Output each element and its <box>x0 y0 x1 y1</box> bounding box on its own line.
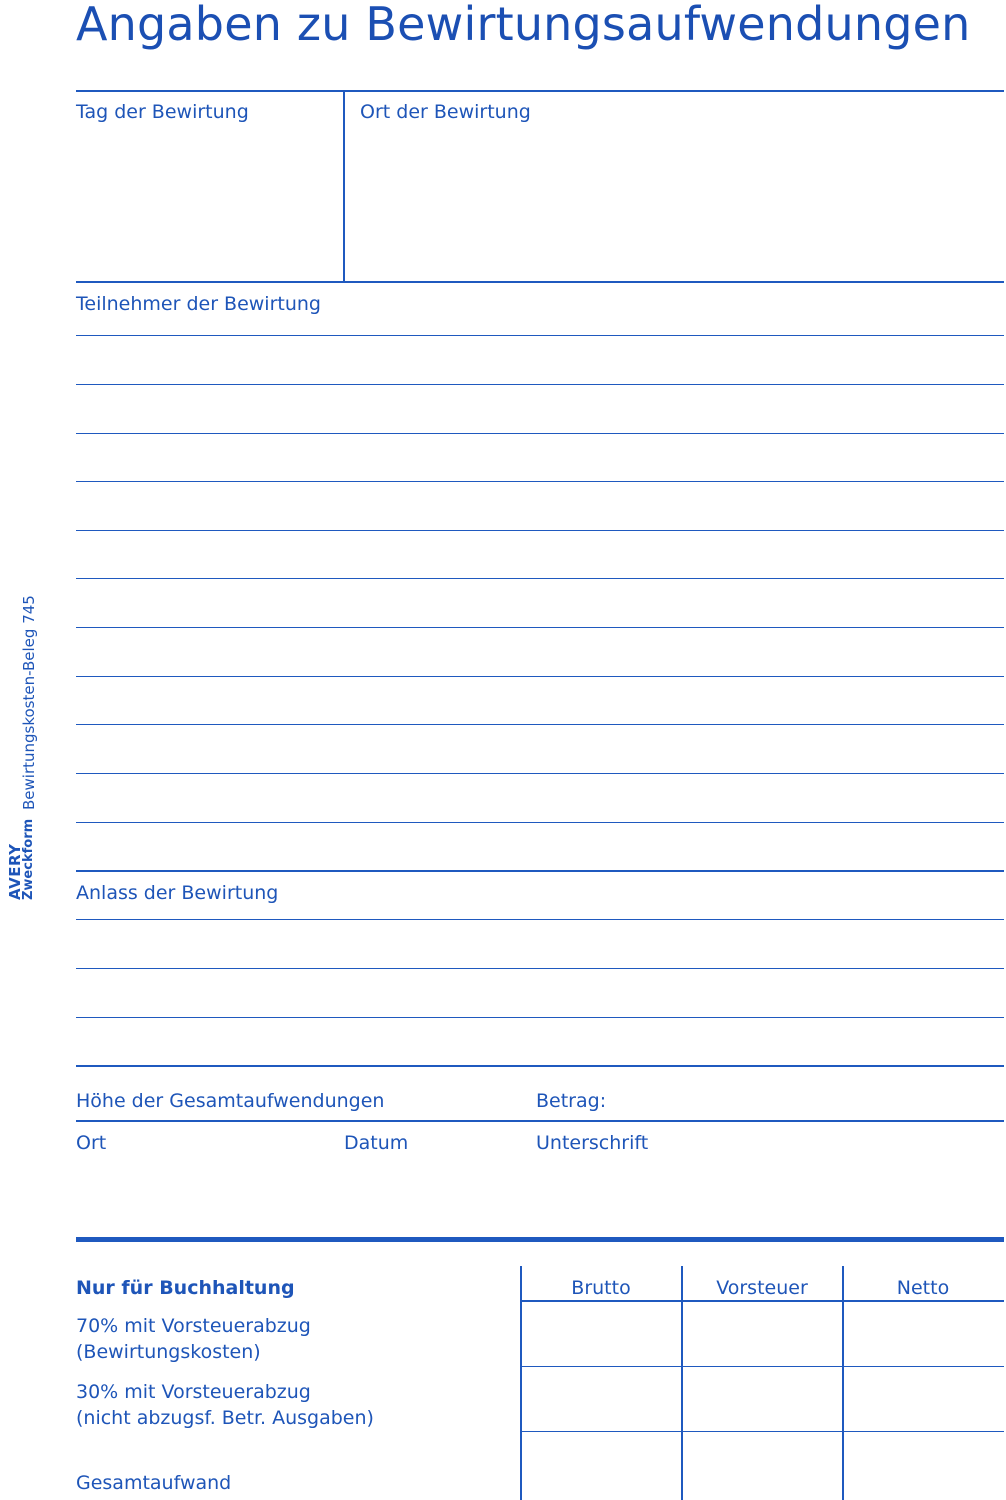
cell-brutto-gesamt[interactable] <box>522 1432 681 1498</box>
hoehe-label: Höhe der Gesamtaufwendungen <box>76 1090 385 1112</box>
anlass-line[interactable] <box>76 919 1004 920</box>
teilnehmer-line[interactable] <box>76 433 1004 434</box>
logo-brand-sub: Zweckform <box>21 818 36 900</box>
anlass-bottom-rule <box>76 1065 1004 1067</box>
tag-ort-divider <box>343 90 345 282</box>
cell-netto-gesamt[interactable] <box>844 1432 1004 1498</box>
teilnehmer-label: Teilnehmer der Bewirtung <box>76 293 321 315</box>
top-rule <box>76 90 1004 92</box>
col-netto: Netto <box>896 1277 950 1299</box>
teilnehmer-line[interactable] <box>76 481 1004 482</box>
teilnehmer-line[interactable] <box>76 530 1004 531</box>
teilnehmer-bottom-rule <box>76 870 1004 872</box>
teilnehmer-line[interactable] <box>76 724 1004 725</box>
row1-line2: (Bewirtungskosten) <box>76 1341 261 1363</box>
ort-sign-label: Ort <box>76 1132 107 1154</box>
tag-label: Tag der Bewirtung <box>76 101 249 123</box>
row3-label: Gesamtaufwand <box>76 1472 232 1494</box>
tag-ort-bottom-rule <box>76 281 1004 283</box>
teilnehmer-line[interactable] <box>76 384 1004 385</box>
teilnehmer-line[interactable] <box>76 676 1004 677</box>
ort-label: Ort der Bewirtung <box>360 101 531 123</box>
teilnehmer-line[interactable] <box>76 627 1004 628</box>
cell-brutto-70[interactable] <box>522 1302 681 1366</box>
cell-brutto-30[interactable] <box>522 1367 681 1431</box>
teilnehmer-line[interactable] <box>76 578 1004 579</box>
cell-vorsteuer-gesamt[interactable] <box>683 1432 842 1498</box>
datum-label: Datum <box>344 1132 409 1154</box>
col-vorsteuer: Vorsteuer <box>716 1277 808 1299</box>
accounting-heading: Nur für Buchhaltung <box>76 1277 295 1299</box>
unterschrift-label: Unterschrift <box>536 1132 649 1154</box>
cell-vorsteuer-30[interactable] <box>683 1367 842 1431</box>
teilnehmer-line[interactable] <box>76 773 1004 774</box>
logo-brand: AVERY <box>6 843 24 900</box>
cell-netto-30[interactable] <box>844 1367 1004 1431</box>
teilnehmer-line[interactable] <box>76 822 1004 823</box>
anlass-label: Anlass der Bewirtung <box>76 882 279 904</box>
anlass-line[interactable] <box>76 1017 1004 1018</box>
col-brutto: Brutto <box>571 1277 631 1299</box>
accounting-separator <box>76 1237 1004 1242</box>
avery-zweckform-logo <box>8 819 36 900</box>
product-number-text: Bewirtungskosten-Beleg 745 <box>20 595 38 810</box>
betrag-label: Betrag: <box>536 1090 607 1112</box>
row2-line1: 30% mit Vorsteuerabzug <box>76 1381 311 1403</box>
teilnehmer-line[interactable] <box>76 335 1004 336</box>
row2-line2: (nicht abzugsf. Betr. Ausgaben) <box>76 1407 374 1429</box>
form-title: Angaben zu Bewirtungsaufwendungen <box>76 0 971 51</box>
betrag-rule[interactable] <box>76 1120 1004 1122</box>
cell-vorsteuer-70[interactable] <box>683 1302 842 1366</box>
anlass-line[interactable] <box>76 968 1004 969</box>
cell-netto-70[interactable] <box>844 1302 1004 1366</box>
row1-line1: 70% mit Vorsteuerabzug <box>76 1315 311 1337</box>
